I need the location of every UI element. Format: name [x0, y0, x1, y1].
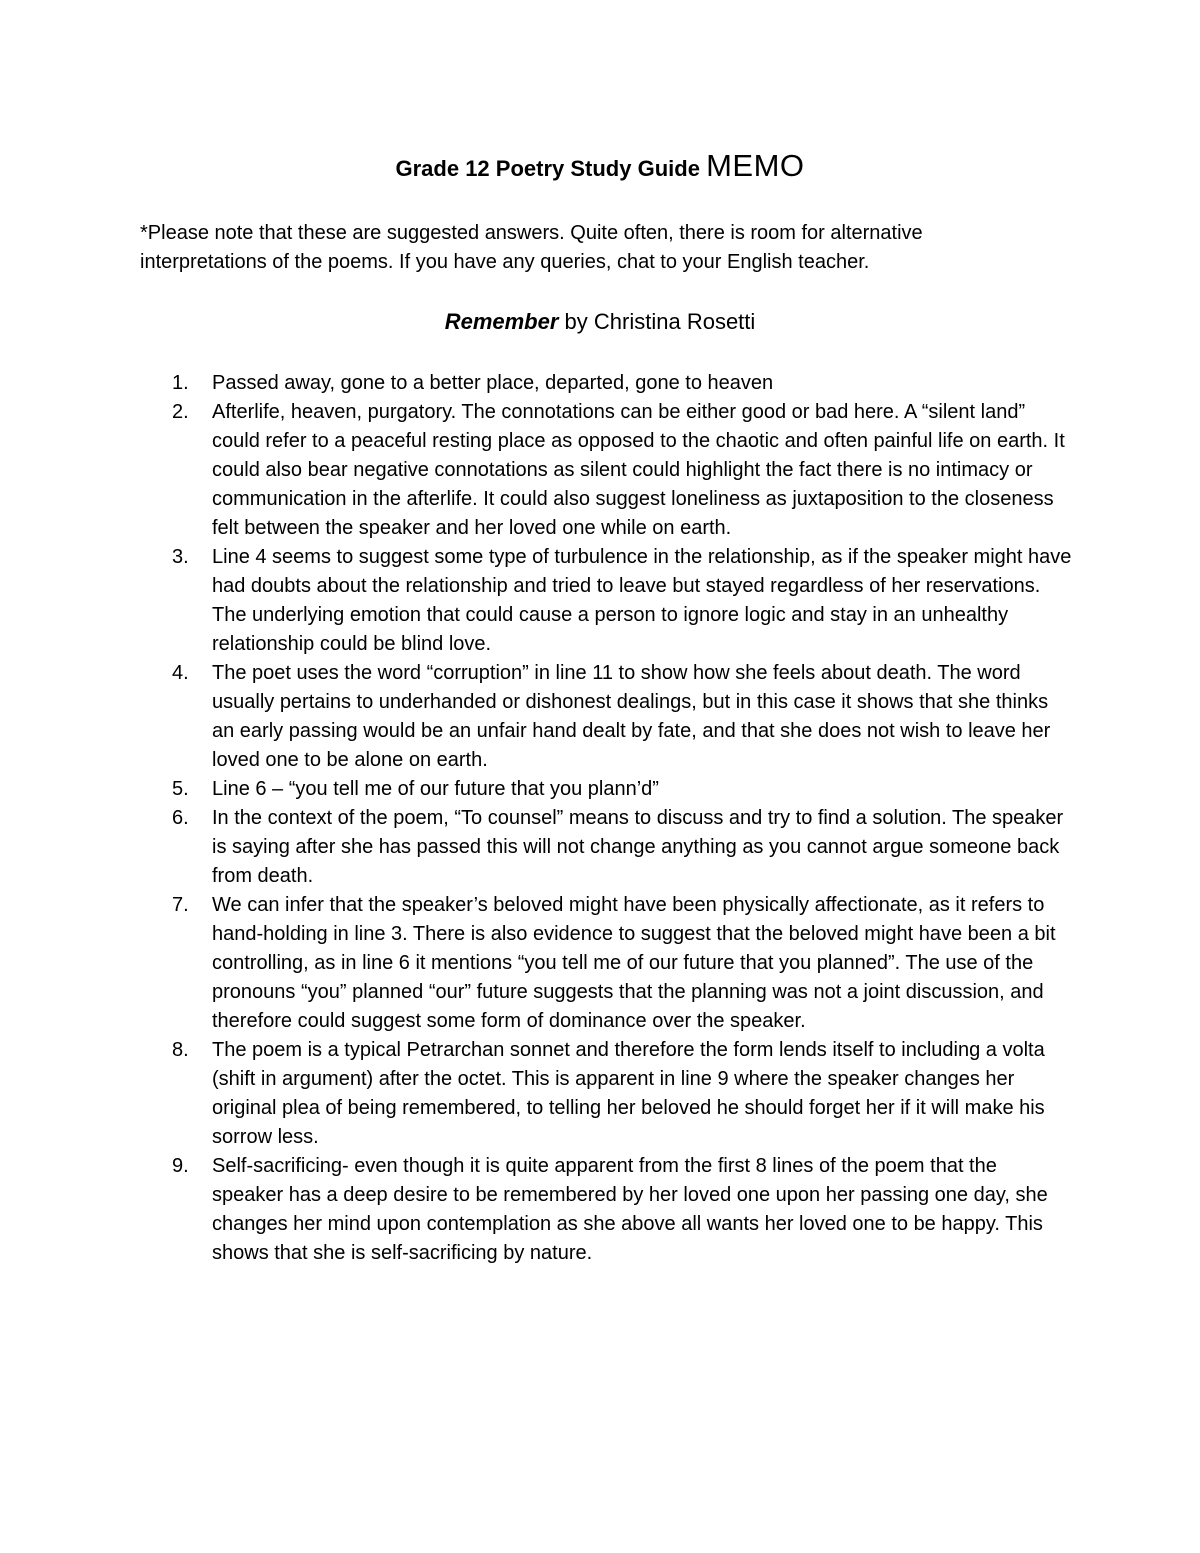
title-main: Grade 12 Poetry Study Guide: [395, 156, 700, 181]
disclaimer-note: *Please note that these are suggested answers. Quite often, there is room for alternative interpretations of the poems. If you have any queries, chat to your English teacher.: [140, 222, 923, 273]
answer-list: [172, 369, 1072, 1268]
answer-item: [172, 891, 1072, 1036]
answer-number: 3.: [172, 546, 189, 568]
answer-text: We can infer that the speaker’s beloved might have been physically affectionate, as it refers to hand-holding in line 3. There is also evidence to suggest that the beloved might have been a bit controlling, as in line 6 it mentions “you tell me of our future that you planned”. The use of the pronouns “you” planned “our” future suggests that the planning was not a joint discussion, and therefore could suggest some form of dominance over the speaker.: [212, 894, 1056, 1032]
answer-number: 8.: [172, 1039, 189, 1061]
poem-heading: [0, 304, 1200, 340]
answer-number: 4.: [172, 662, 189, 684]
answer-number: 5.: [172, 778, 189, 800]
answer-text: Passed away, gone to a better place, departed, gone to heaven: [212, 372, 774, 394]
answer-number: 9.: [172, 1155, 189, 1177]
answer-text: Line 6 – “you tell me of our future that you plann’d”: [212, 778, 659, 800]
answer-item: [172, 659, 1072, 775]
answer-number: 1.: [172, 372, 189, 394]
answer-text: Self-sacrificing- even though it is quite apparent from the first 8 lines of the poem that the speaker has a deep desire to be remembered by her loved one upon her passing one day, she changes her mind upon contemplation as she above all wants her loved one to be happy. This shows that she is self-sacrificing by nature.: [212, 1155, 1048, 1264]
answer-text: Line 4 seems to suggest some type of turbulence in the relationship, as if the speaker might have had doubts about the relationship and tried to leave but stayed regardless of her reservations. The underlying emotion that could cause a person to ignore logic and stay in an unhealthy relationship could be blind love.: [212, 546, 1072, 655]
answer-number: 2.: [172, 401, 189, 423]
answer-item: [172, 1152, 1072, 1268]
answer-text: Afterlife, heaven, purgatory. The connotations can be either good or bad here. A “silent land” could refer to a peaceful resting place as opposed to the chaotic and often painful life on earth. It could also bear negative connotations as silent could highlight the fact there is no intimacy or communication in the afterlife. It could also suggest loneliness as juxtaposition to the closeness felt between the speaker and her loved one while on earth.: [212, 401, 1065, 539]
answer-item: [172, 543, 1072, 659]
answer-item: [172, 1036, 1072, 1152]
answer-number: 7.: [172, 894, 189, 916]
answer-item: [172, 398, 1072, 543]
answer-number: 6.: [172, 807, 189, 829]
poem-title: Remember: [444, 309, 559, 334]
answer-text: In the context of the poem, “To counsel” means to discuss and try to find a solution. The speaker is saying after she has passed this will not change anything as you cannot argue someone back from death.: [212, 807, 1064, 887]
page-title: [0, 148, 1200, 187]
poem-byline: by Christina Rosetti: [564, 309, 756, 334]
title-memo: MEMO: [706, 148, 805, 183]
answer-item: [172, 804, 1072, 891]
answer-item: [172, 775, 1072, 804]
answer-text: The poem is a typical Petrarchan sonnet and therefore the form lends itself to including a volta (shift in argument) after the octet. This is apparent in line 9 where the speaker changes her original plea of being remembered, to telling her beloved he should forget her if it will make his sorrow less.: [212, 1039, 1045, 1148]
answer-item: [172, 369, 1072, 398]
answer-text: The poet uses the word “corruption” in line 11 to show how she feels about death. The word usually pertains to underhanded or dishonest dealings, but in this case it shows that she thinks an early passing would be an unfair hand dealt by fate, and that she does not wish to leave her loved one to be alone on earth.: [212, 662, 1051, 771]
